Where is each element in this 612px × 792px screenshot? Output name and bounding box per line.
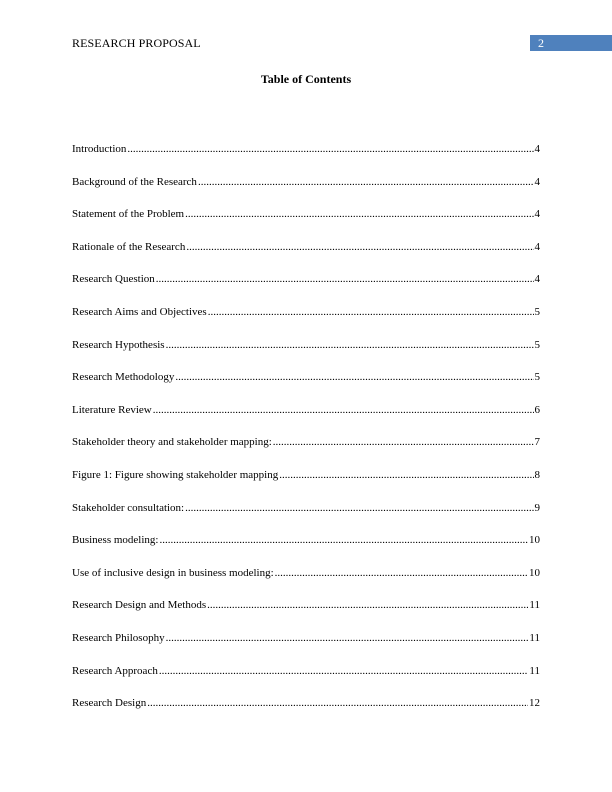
toc-entry-label: Research Design and Methods: [72, 599, 207, 612]
dot-leader: [186, 240, 533, 254]
toc-entry-introduction[interactable]: [72, 142, 540, 175]
toc-entry-label: Research Hypothesis: [72, 338, 165, 351]
toc-entry-page: 9: [534, 501, 540, 514]
toc-entry-label: Research Methodology: [72, 371, 175, 384]
toc-entry-page: 11: [529, 599, 540, 612]
toc-title: Table of Contents: [260, 72, 352, 86]
toc-entry-business-modeling[interactable]: [72, 533, 540, 566]
table-of-contents: [72, 142, 540, 729]
toc-entry-philosophy[interactable]: [72, 631, 540, 664]
toc-entry-page: 10: [529, 534, 540, 547]
running-head: RESEARCH PROPOSAL: [72, 36, 201, 50]
toc-entry-background[interactable]: [72, 175, 540, 208]
toc-entry-methodology[interactable]: [72, 370, 540, 403]
toc-entry-page: 11: [529, 664, 540, 677]
dot-leader: [185, 207, 533, 221]
toc-entry-label: Use of inclusive design in business modeling:: [72, 566, 274, 579]
toc-entry-label: Research Aims and Objectives: [72, 305, 207, 318]
toc-entry-label: Research Design: [72, 697, 147, 710]
toc-entry-label: Research Question: [72, 273, 155, 286]
toc-entry-page: 4: [534, 240, 540, 253]
toc-entry-page: 4: [534, 273, 540, 286]
dot-leader: [127, 142, 533, 156]
toc-entry-page: 8: [534, 468, 540, 481]
toc-entry-label: Introduction: [72, 143, 127, 155]
toc-entry-statement-of-problem[interactable]: [72, 207, 540, 240]
toc-entry-label: Research Approach: [72, 664, 158, 677]
dot-leader: [185, 501, 533, 515]
dot-leader: [207, 598, 528, 612]
toc-entry-label: Business modeling:: [72, 534, 159, 547]
toc-entry-research-question[interactable]: [72, 272, 540, 305]
toc-entry-label: Statement of the Problem: [72, 208, 185, 221]
toc-entry-label: Figure 1: Figure showing stakeholder mapping: [72, 468, 279, 481]
toc-entry-page: 10: [529, 566, 540, 579]
page-number: 2: [530, 35, 612, 51]
dot-leader: [159, 664, 529, 678]
toc-entry-hypothesis[interactable]: [72, 338, 540, 371]
toc-entry-label: Literature Review: [72, 403, 152, 416]
toc-entry-page: 4: [534, 143, 540, 155]
toc-entry-rationale[interactable]: [72, 240, 540, 273]
dot-leader: [166, 631, 529, 645]
toc-entry-page: 4: [534, 208, 540, 221]
toc-entry-page: 12: [529, 697, 540, 710]
toc-entry-label: Background of the Research: [72, 175, 197, 188]
toc-entry-stakeholder-theory[interactable]: [72, 435, 540, 468]
toc-entry-approach[interactable]: [72, 664, 540, 697]
dot-leader: [153, 403, 534, 417]
dot-leader: [198, 175, 534, 189]
toc-entry-figure-1[interactable]: [72, 468, 540, 501]
dot-leader: [273, 435, 534, 449]
toc-entry-label: Research Philosophy: [72, 631, 165, 644]
toc-entry-page: 6: [534, 403, 540, 416]
dot-leader: [275, 566, 528, 580]
dot-leader: [279, 468, 533, 482]
toc-entry-label: Rationale of the Research: [72, 240, 186, 253]
toc-entry-label: Stakeholder theory and stakeholder mapping:: [72, 436, 272, 449]
dot-leader: [175, 370, 533, 384]
toc-entry-design-and-methods[interactable]: [72, 598, 540, 631]
toc-entry-page: 7: [534, 436, 540, 449]
toc-entry-page: 5: [534, 338, 540, 351]
dot-leader: [156, 272, 534, 286]
toc-entry-stakeholder-consultation[interactable]: [72, 501, 540, 534]
dot-leader: [208, 305, 534, 319]
toc-entry-research-design[interactable]: [72, 696, 540, 729]
toc-entry-page: 11: [529, 631, 540, 644]
toc-entry-page: 5: [534, 305, 540, 318]
dot-leader: [147, 696, 528, 710]
dot-leader: [159, 533, 528, 547]
toc-entry-label: Stakeholder consultation:: [72, 501, 185, 514]
toc-entry-aims-objectives[interactable]: [72, 305, 540, 338]
toc-entry-literature-review[interactable]: [72, 403, 540, 436]
toc-entry-page: 5: [534, 371, 540, 384]
toc-entry-page: 4: [534, 175, 540, 188]
toc-entry-inclusive-design[interactable]: [72, 566, 540, 599]
dot-leader: [166, 338, 534, 352]
